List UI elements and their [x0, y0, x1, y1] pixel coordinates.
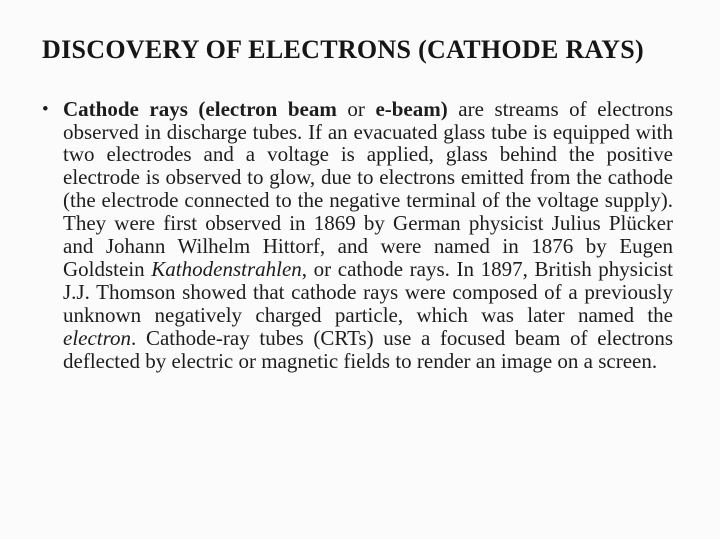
segment-main-text-3: . Cathode-ray tubes (CRTs) use a focused beam of electrons deflected by electric or magnetic fields to render an image on a screen. — [63, 325, 673, 373]
bullet-item — [42, 98, 673, 373]
segment-main-text-1: are streams of electrons observed in discharge tubes. If an evacuated glass tube is equipped with two electrodes and a voltage is applied, glass behind the positive electrode is observed to glow, due to electrons emitted from the cathode (the electrode connected to the negative terminal of the voltage supply). They were first observed in 1869 by German physicist Julius Plücker and Johann Wilhelm Hittorf, and were named in 1876 by Eugen Goldstein — [63, 96, 673, 281]
body-paragraph — [63, 98, 673, 373]
segment-ebeam-bold: e-beam) — [375, 96, 448, 121]
segment-or: or — [336, 96, 376, 121]
slide-title: DISCOVERY OF ELECTRONS (CATHODE RAYS) — [42, 35, 645, 64]
segment-kathodenstrahlen-italic: Kathodenstrahlen — [151, 256, 302, 281]
segment-electron-italic: electron — [63, 325, 132, 350]
segment-cathode-rays-bold: Cathode rays (electron beam — [63, 96, 337, 121]
bullet-icon: • — [42, 98, 49, 120]
segment-main-text-2: , or cathode rays. In 1897, British physicist J.J. Thomson showed that cathode rays were composed of a previously unknown negatively charged particle, which was later named the — [63, 256, 673, 327]
presentation-slide — [0, 36, 720, 539]
